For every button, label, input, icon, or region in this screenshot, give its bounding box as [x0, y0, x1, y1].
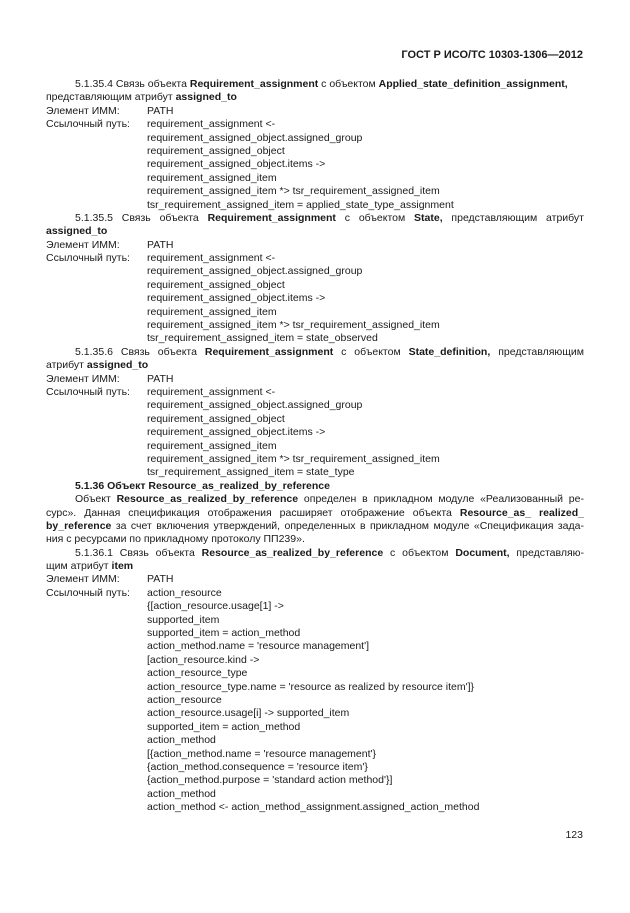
path-line: requirement_assigned_object.items -> — [147, 292, 326, 305]
path-line: tsr_requirement_assigned_item = applied_state_type_assignment — [147, 198, 454, 211]
paragraph-line: сурс». Данная спецификация отображения расширяет отображение объекта Resource_as_ realized_ — [46, 506, 584, 519]
ref-path-row: Ссылочный путь: requirement_assignment <- — [46, 252, 276, 265]
section-title: 5.1.35.6 Связь объекта Requirement_assignment с объектом State_definition, представляющим — [75, 345, 584, 358]
path-line: action_method.name = 'resource management'] — [147, 640, 370, 653]
path-line: supported_item = action_method — [147, 627, 301, 640]
page-number: 123 — [565, 829, 583, 841]
section-heading: 5.1.36 Объект Resource_as_realized_by_reference — [75, 479, 330, 492]
path-line: requirement_assigned_object — [147, 144, 285, 157]
path-line: action_method <- action_method_assignment.assigned_action_method — [147, 801, 480, 814]
element-row: Элемент ИММ: PATH — [46, 573, 174, 586]
path-line: tsr_requirement_assigned_item = state_observed — [147, 332, 378, 345]
paragraph-line: Объект Resource_as_realized_by_reference определен в прикладном модуле «Реализованный ре- — [75, 493, 584, 506]
path-line: requirement_assigned_item — [147, 171, 277, 184]
section-title-cont: атрибут assigned_to — [46, 359, 149, 372]
section-title-cont: assigned_to — [46, 225, 108, 238]
path-line: requirement_assigned_object.items -> — [147, 426, 326, 439]
page-content — [46, 78, 584, 814]
element-row: Элемент ИММ: PATH — [46, 238, 174, 251]
path-line: action_resource_type — [147, 667, 248, 680]
section-title-cont: щим атрибут item — [46, 560, 134, 573]
paragraph-line: ния с ресурсами по прикладному протоколу ПП239». — [46, 533, 305, 546]
path-line: requirement_assigned_item *> tsr_requirement_assigned_item — [147, 319, 440, 332]
path-line: requirement_assigned_object.assigned_group — [147, 399, 363, 412]
document-header: ГОСТ Р ИСО/ТС 10303-1306—2012 — [401, 49, 583, 61]
path-line: requirement_assigned_object.assigned_group — [147, 265, 363, 278]
ref-path-row: Ссылочный путь: requirement_assignment <- — [46, 118, 276, 131]
path-line: requirement_assigned_item — [147, 305, 277, 318]
element-row: Элемент ИММ: PATH — [46, 372, 174, 385]
path-line: [{action_method.name = 'resource management'} — [147, 747, 377, 760]
ref-path-row: Ссылочный путь: action_resource — [46, 586, 222, 599]
path-line: requirement_assigned_item *> tsr_requirement_assigned_item — [147, 452, 440, 465]
path-line: requirement_assigned_object.assigned_group — [147, 131, 363, 144]
section-title: 5.1.35.4 Связь объекта Requirement_assignment с объектом Applied_state_definition_assignment, — [75, 78, 568, 90]
path-line: requirement_assigned_object — [147, 278, 285, 291]
section-title: 5.1.36.1 Связь объекта Resource_as_realized_by_reference с объектом Document, представляю- — [75, 546, 584, 559]
path-line: action_resource — [147, 693, 222, 706]
path-line: requirement_assigned_object — [147, 412, 285, 425]
path-line: tsr_requirement_assigned_item = state_type — [147, 466, 355, 479]
path-line: {action_method.purpose = 'standard action method'}] — [147, 774, 393, 787]
element-row: Элемент ИММ: PATH — [46, 104, 174, 117]
paragraph-line: by_reference за счет включения утверждений, определенных в прикладном модуле «Спецификация зада- — [46, 519, 584, 532]
path-line: action_resource_type.name = 'resource as realized by resource item']} — [147, 680, 475, 693]
path-line: action_resource.usage[i] -> supported_item — [147, 707, 350, 720]
section-title: 5.1.35.5 Связь объекта Requirement_assignment с объектом State, представляющим атрибут — [75, 211, 584, 224]
ref-path-row: Ссылочный путь: requirement_assignment <- — [46, 385, 276, 398]
path-line: action_method — [147, 787, 216, 800]
path-line: [action_resource.kind -> — [147, 653, 260, 666]
path-line: supported_item = action_method — [147, 720, 301, 733]
path-line: requirement_assigned_object.items -> — [147, 158, 326, 171]
path-line: requirement_assigned_item *> tsr_requirement_assigned_item — [147, 185, 440, 198]
path-line: action_method — [147, 734, 216, 747]
path-line: {action_method.consequence = 'resource item'} — [147, 760, 368, 773]
path-line: supported_item — [147, 613, 220, 626]
section-title-cont: представляющим атрибут assigned_to — [46, 91, 237, 104]
path-line: {[action_resource.usage[1] -> — [147, 600, 284, 613]
path-line: requirement_assigned_item — [147, 439, 277, 452]
